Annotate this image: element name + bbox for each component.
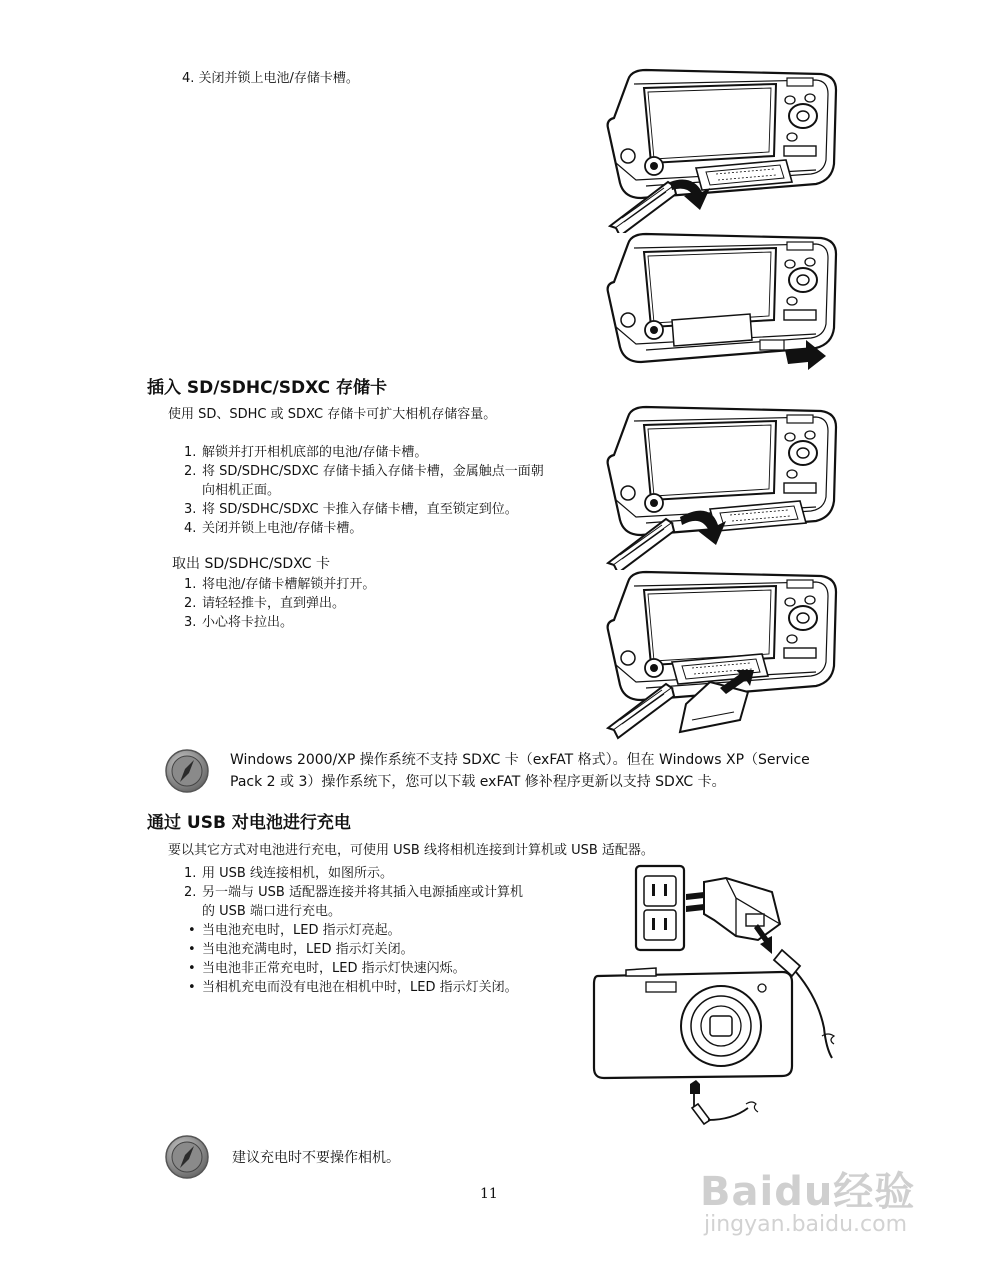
top-step-text: 4. 关闭并锁上电池/存储卡槽。 — [182, 71, 359, 86]
list-item: 1. 解锁并打开相机底部的电池/存储卡槽。 — [184, 445, 428, 460]
sd-remove-steps — [184, 575, 375, 632]
list-item: 1. 将电池/存储卡槽解锁并打开。 — [184, 577, 376, 592]
list-item: 的 USB 端口进行充电。 — [202, 904, 341, 919]
camera-illustration-locked — [600, 232, 840, 372]
list-item: • 当电池充电时，LED 指示灯亮起。 — [188, 923, 401, 938]
list-item: 1. 用 USB 线连接相机，如图所示。 — [184, 866, 393, 881]
list-item: • 当相机充电而没有电池在相机中时，LED 指示灯关闭。 — [188, 980, 518, 995]
list-item: 向相机正面。 — [202, 483, 281, 498]
note1-line2: Pack 2 或 3）操作系统下，您可以下载 exFAT 修补程序更新以支持 SDXC 卡。 — [230, 774, 726, 790]
note1-line1: Windows 2000/XP 操作系统不支持 SDXC 卡（exFAT 格式）。但在 Windows XP（Service — [230, 752, 810, 768]
list-item: • 当电池充满电时，LED 指示灯关闭。 — [188, 942, 414, 957]
sd-remove-title: 取出 SD/SDHC/SDXC 卡 — [172, 556, 330, 572]
camera-illustration-close-door — [600, 68, 840, 233]
list-item: • 当电池非正常充电时，LED 指示灯快速闪烁。 — [188, 961, 466, 976]
usb-steps — [184, 864, 523, 997]
note2-text: 建议充电时不要操作相机。 — [232, 1150, 400, 1166]
list-item: 2. 将 SD/SDHC/SDXC 存储卡插入存储卡槽，金属触点一面朝 — [184, 464, 544, 479]
list-item: 2. 另一端与 USB 适配器连接并将其插入电源插座或计算机 — [184, 885, 523, 900]
camera-illustration-remove-card — [600, 570, 840, 740]
sd-insert-steps — [184, 443, 544, 538]
camera-illustration-insert-card — [600, 405, 840, 570]
page-number: 11 — [480, 1186, 498, 1202]
section-title-usb: 通过 USB 对电池进行充电 — [147, 813, 351, 833]
section-title-sd: 插入 SD/SDHC/SDXC 存储卡 — [147, 378, 388, 398]
usb-charging-illustration — [586, 858, 856, 1136]
note-compass-icon — [164, 1134, 210, 1180]
list-item: 3. 小心将卡拉出。 — [184, 615, 294, 630]
note-compass-icon — [164, 748, 210, 794]
list-item: 3. 将 SD/SDHC/SDXC 卡推入存储卡槽，直至锁定到位。 — [184, 502, 518, 517]
watermark-url: jingyan.baidu.com — [704, 1212, 908, 1237]
section-usb-intro: 要以其它方式对电池进行充电，可使用 USB 线将相机连接到计算机或 USB 适配器。 — [168, 843, 654, 858]
section-sd-intro: 使用 SD、SDHC 或 SDXC 存储卡可扩大相机存储容量。 — [168, 407, 497, 422]
watermark-logo: Baidu经验 — [700, 1169, 916, 1215]
list-item: 4. 关闭并锁上电池/存储卡槽。 — [184, 521, 363, 536]
list-item: 2. 请轻轻推卡，直到弹出。 — [184, 596, 346, 611]
